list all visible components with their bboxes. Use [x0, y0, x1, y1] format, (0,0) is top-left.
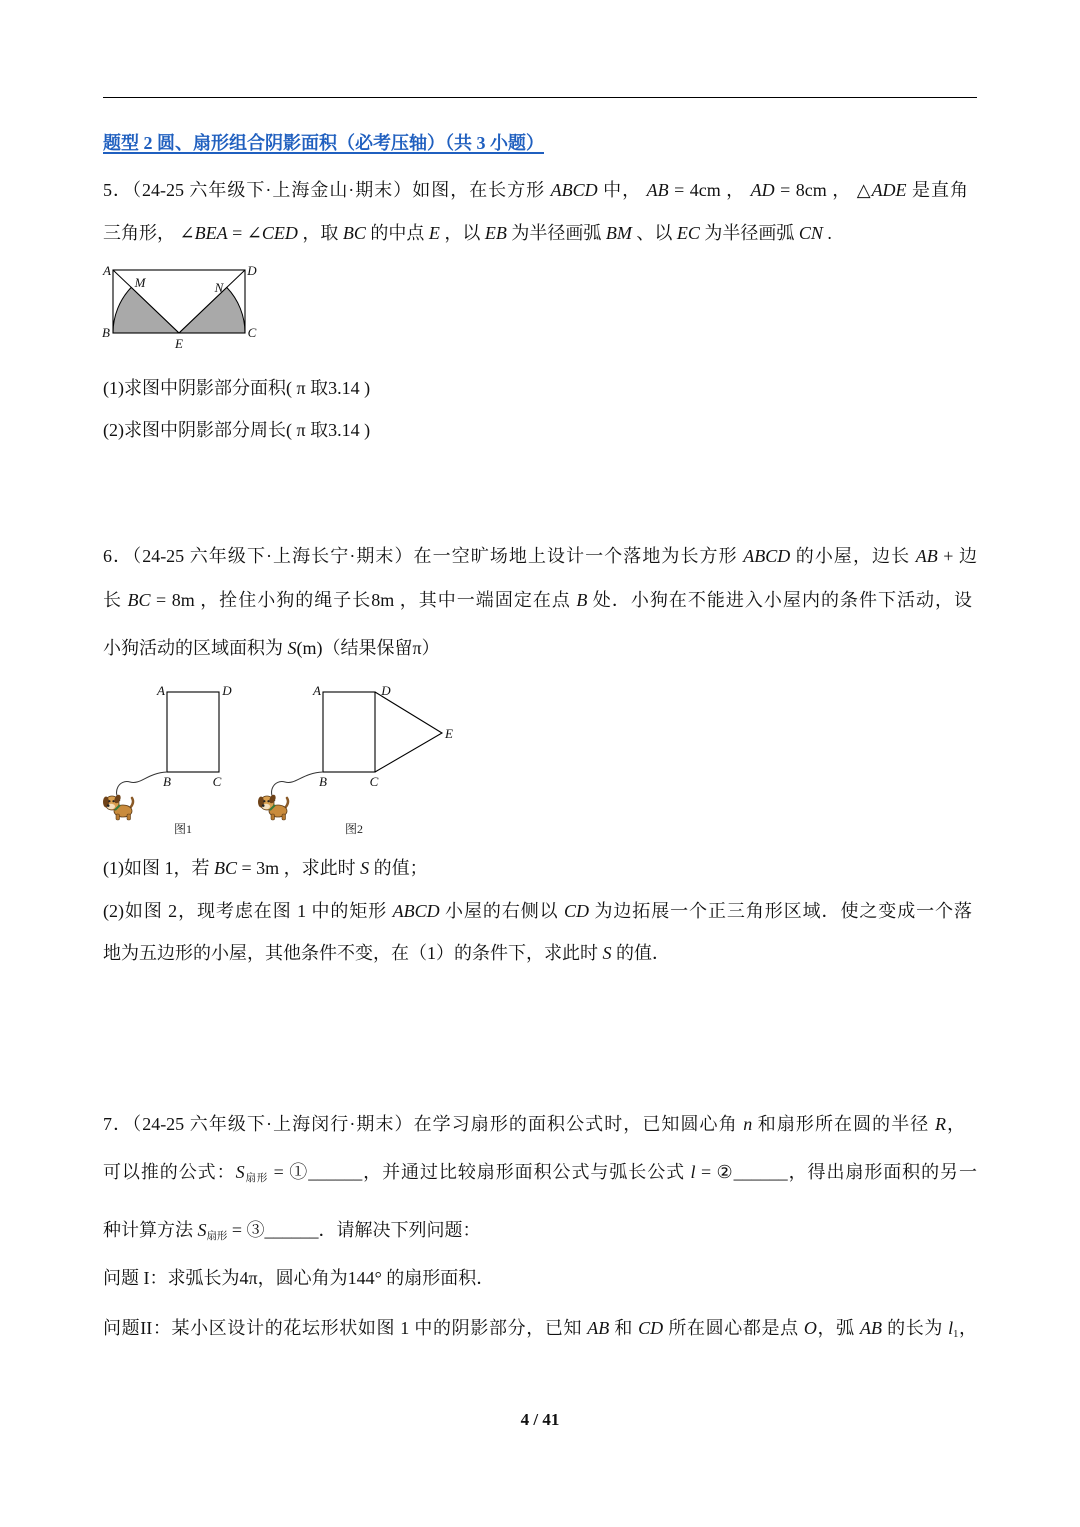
text-run: 的小屋，边长 [790, 546, 916, 566]
math-variable: O [803, 1318, 817, 1338]
text-run: = 8cm ， △ [774, 180, 872, 200]
text-run: 可以推的公式： [103, 1162, 236, 1182]
math-expression [576, 590, 587, 610]
problem7-stem-line-1 [103, 1111, 965, 1137]
math-variable: ABCD [550, 180, 598, 200]
label-n: N [214, 280, 224, 295]
problem6-part-2-line-1 [103, 898, 972, 924]
math-expression [743, 546, 790, 566]
math-variable: CN [798, 223, 823, 243]
figure-1-caption: 图1 [173, 822, 193, 836]
text-run: 种计算方法 [103, 1220, 198, 1240]
shaded-sector-cn [179, 287, 245, 333]
text-run: 小狗活动的区域面积为 [103, 638, 288, 658]
problem7-question-1 [103, 1265, 494, 1291]
problem6-stem-line-1 [103, 543, 977, 569]
dog-icon [103, 794, 133, 820]
label-a: A [103, 263, 111, 278]
math-variable: ABCD [392, 901, 440, 921]
problem6-stem-line-2 [103, 587, 972, 613]
text-run: ，取 [297, 223, 343, 243]
dog-rope [272, 772, 323, 801]
math-variable: n [743, 1114, 753, 1134]
math-variable: AB [587, 1318, 610, 1338]
text-run: 、以 [631, 223, 677, 243]
problem5-stem-line-2 [103, 220, 832, 246]
label-c: C [369, 774, 379, 789]
text-run: = ∠ [227, 223, 262, 243]
label-d: D [381, 683, 391, 698]
text-run: 的值； [369, 858, 428, 878]
math-variable: BEA [194, 223, 228, 243]
math-expression [262, 223, 298, 243]
problem5-stem-line-1 [103, 177, 968, 203]
math-variable: R [934, 1114, 946, 1134]
label-c: C [247, 325, 257, 340]
text-run: 三角形， ∠ [103, 223, 195, 243]
page-number: 4 / 41 [520, 1410, 560, 1429]
text-run: 所在圆心都是点 [663, 1318, 804, 1338]
math-expression [587, 1318, 609, 1338]
math-variable: E [428, 223, 440, 243]
math-expression [804, 1318, 817, 1338]
section-title: 题型 2 圆、扇形组合阴影面积（必考压轴）（共 3 小题） [103, 133, 544, 153]
math-expression [235, 1162, 269, 1185]
math-expression [128, 590, 151, 610]
text-run: = ②______，得出扇形面积的另一 [695, 1162, 977, 1182]
text-run: 地为五边形的小屋，其他条件不变，在（1）的条件下，求此时 [103, 943, 603, 963]
text-run: 和 [609, 1318, 639, 1338]
text-run: = 3m ，求此时 [237, 858, 361, 878]
house-rectangle [323, 692, 375, 772]
text-run: (1)求图中阴影部分面积( π 取3.14 ) [103, 378, 371, 398]
math-variable: BC [127, 590, 151, 610]
math-variable: AD [750, 180, 775, 200]
problem5-figure [100, 262, 265, 352]
text-run: (2)如图 2，现考虑在图 1 中的矩形 [103, 901, 393, 921]
problem5-part-2 [103, 417, 370, 443]
problem7-stem-line-2 [103, 1159, 977, 1185]
label-d: D [247, 263, 257, 278]
math-variable: S [287, 638, 297, 658]
equilateral-triangle-extension [375, 692, 442, 772]
math-expression [647, 180, 669, 200]
math-variable: ADE [871, 180, 907, 200]
problem7-question-2 [103, 1315, 977, 1341]
math-expression [916, 546, 938, 566]
text-run: 为边拓展一个正三角形区域．使之变成一个落 [589, 901, 973, 921]
text-run: ，弧 [816, 1318, 860, 1338]
problem6-part-2-line-2 [103, 940, 670, 966]
text-run: . [822, 223, 832, 243]
label-d: D [222, 683, 232, 698]
math-expression [485, 223, 507, 243]
math-expression [214, 858, 237, 878]
text-run: 处．小狗在不能进入小屋内的条件下活动，设 [587, 590, 973, 610]
header-rule [103, 97, 977, 98]
math-variable: CD [564, 901, 590, 921]
text-run: + 边 [937, 546, 977, 566]
text-run: 6．（24-25 六年级下·上海长宁·期末）在一空旷场地上设计一个落地为长方形 [103, 546, 744, 566]
math-expression [393, 901, 440, 921]
label-e: E [445, 726, 453, 741]
text-run: 问题II：某小区设计的花坛形状如图 1 中的阴影部分，已知 [103, 1318, 588, 1338]
math-variable: l [948, 1318, 954, 1338]
figure-2 [258, 683, 453, 836]
math-expression [860, 1318, 882, 1338]
text-run: 的中点 [365, 223, 429, 243]
label-b: B [163, 774, 171, 789]
problem6-figures [100, 678, 460, 843]
math-expression [677, 223, 700, 243]
dog-rope [117, 772, 167, 801]
problem7-stem-line-3 [103, 1217, 481, 1243]
text-run: 为半径画弧 [506, 223, 606, 243]
math-variable: CD [638, 1318, 664, 1338]
math-variable: ABCD [743, 546, 791, 566]
label-e: E [175, 336, 183, 351]
problem6-part-1 [103, 855, 428, 881]
math-variable: S [360, 858, 370, 878]
text-run: 5．（24-25 六年级下·上海金山·期末）如图，在长方形 [103, 180, 551, 200]
math-expression [799, 223, 823, 243]
math-expression [603, 943, 612, 963]
math-variable: AB [859, 1318, 882, 1338]
math-expression [638, 1318, 663, 1338]
math-variable: BC [214, 858, 238, 878]
label-c: C [212, 774, 222, 789]
math-variable: S [197, 1220, 207, 1240]
math-expression [751, 180, 775, 200]
math-variable: CED [261, 223, 298, 243]
text-run: (m)（结果保留π） [296, 638, 440, 658]
text-run: = 8m ，拴住小狗的绳子长8m ，其中一端固定在点 [150, 590, 577, 610]
text-run: = ①______，并通过比较扇形面积公式与弧长公式 [268, 1162, 691, 1182]
math-expression [429, 223, 440, 243]
text-run: 小屋的右侧以 [439, 901, 565, 921]
text-run: 长 [103, 590, 128, 610]
text-run: 是直角 [906, 180, 969, 200]
problem5-part-1 [103, 375, 370, 401]
math-variable: l [690, 1162, 696, 1182]
label-a: A [157, 683, 165, 698]
math-expression [551, 180, 598, 200]
text-run: 的值． [611, 943, 670, 963]
text-run: 和扇形所在圆的半径 [752, 1114, 935, 1134]
figure-1 [103, 683, 232, 836]
math-expression [197, 1220, 228, 1243]
problem6-stem-line-3 [103, 635, 440, 661]
text-run: ， [958, 1318, 978, 1338]
figure-2-caption: 图2 [344, 822, 364, 836]
math-expression [360, 858, 369, 878]
house-rectangle [167, 692, 219, 772]
text-run: 的长为 [881, 1318, 949, 1338]
math-variable: AB [915, 546, 938, 566]
math-expression [872, 180, 907, 200]
text-run: 为半径画弧 [699, 223, 799, 243]
label-m: M [134, 275, 146, 290]
dog-icon [258, 794, 288, 820]
text-run: (2)求图中阴影部分周长( π 取3.14 ) [103, 420, 371, 440]
math-expression [195, 223, 228, 243]
text-run: ，以 [439, 223, 485, 243]
math-variable: B [576, 590, 588, 610]
text-run: = 4cm ， [668, 180, 751, 200]
math-expression [743, 1114, 752, 1134]
label-b: B [102, 325, 110, 340]
text-run: 7．（24-25 六年级下·上海闵行·期末）在学习扇形的面积公式时，已知圆心角 [103, 1114, 744, 1134]
math-variable: EC [676, 223, 700, 243]
text-run: (1)如图 1，若 [103, 858, 214, 878]
text-run: = ③______．请解决下列问题： [227, 1220, 481, 1240]
math-variable: S [235, 1162, 245, 1182]
math-expression [948, 1318, 959, 1341]
math-subscript: 扇形 [244, 1173, 269, 1185]
text-run: 问题 I：求弧长为4π，圆心角为144° 的扇形面积． [103, 1268, 495, 1288]
math-subscript: 扇形 [206, 1231, 228, 1243]
math-subscript: 1 [953, 1329, 959, 1341]
text-run: ， [945, 1114, 966, 1134]
math-expression [288, 638, 297, 658]
math-expression [564, 901, 589, 921]
math-variable: BM [605, 223, 632, 243]
label-a: A [313, 683, 321, 698]
math-expression [343, 223, 366, 243]
label-b: B [319, 774, 327, 789]
math-variable: BC [342, 223, 366, 243]
math-expression [935, 1114, 946, 1134]
text-run: 中， [597, 180, 647, 200]
shaded-sector-bm [113, 287, 179, 333]
math-expression [606, 223, 632, 243]
math-variable: AB [646, 180, 669, 200]
math-variable: EB [484, 223, 507, 243]
math-variable: S [602, 943, 612, 963]
